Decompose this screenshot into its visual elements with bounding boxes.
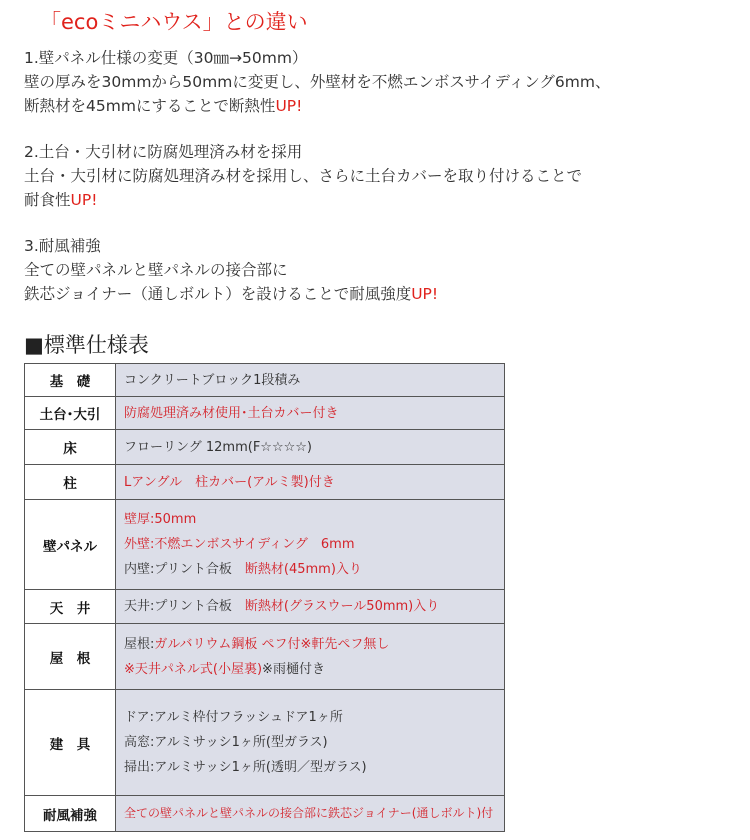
row-label: 屋 根 bbox=[25, 624, 116, 690]
row-label: 建 具 bbox=[25, 690, 116, 796]
value-text-red: 断熱材(45mm)入り bbox=[244, 562, 362, 577]
value-line bbox=[124, 594, 496, 619]
section-body-line: 全ての壁パネルと壁パネルの接合部に bbox=[24, 261, 288, 279]
row-label: 土台･大引 bbox=[25, 397, 116, 430]
value-line: 高窓:アルミサッシ1ヶ所(型ガラス) bbox=[124, 735, 328, 750]
section-body-text: 鉄芯ジョイナー（通しボルト）を設けることで耐風強度 bbox=[24, 285, 412, 303]
value-line: フローリング 12mm(F☆☆☆☆) bbox=[124, 439, 312, 455]
section-wind bbox=[24, 234, 740, 306]
row-label: 壁パネル bbox=[25, 500, 116, 590]
section-sill bbox=[24, 140, 740, 212]
section-title: 1.壁パネル仕様の変更（30㎜→50mm） bbox=[24, 49, 308, 67]
up-emphasis: UP! bbox=[70, 191, 98, 209]
table-row bbox=[25, 430, 505, 465]
value-text-red: 断熱材(グラスウール50mm)入り bbox=[244, 599, 440, 614]
value-text: 屋根: bbox=[124, 636, 155, 652]
value-line bbox=[124, 557, 496, 582]
value-line: 外壁:不燃エンボスサイディング 6mm bbox=[124, 537, 355, 552]
value-line: 壁厚:50mm bbox=[124, 512, 197, 527]
section-body-text: 耐食性 bbox=[24, 191, 71, 209]
section-body-line bbox=[24, 94, 740, 118]
up-emphasis: UP! bbox=[275, 97, 303, 115]
section-body-line bbox=[24, 282, 740, 306]
row-label: 基 礎 bbox=[25, 364, 116, 397]
section-wall-panel bbox=[24, 46, 740, 118]
table-row bbox=[25, 624, 505, 690]
table-row bbox=[25, 465, 505, 500]
row-label: 耐風補強 bbox=[25, 796, 116, 832]
row-label: 床 bbox=[25, 430, 116, 465]
value-line: ドア:アルミ枠付フラッシュドア1ヶ所 bbox=[124, 710, 343, 725]
table-row bbox=[25, 397, 505, 430]
row-value bbox=[116, 500, 505, 590]
value-line: Lアングル 柱カバー(アルミ製)付き bbox=[124, 474, 335, 490]
spec-table-title: ■標準仕様表 bbox=[24, 333, 149, 357]
value-text: ※雨樋付き bbox=[262, 661, 325, 677]
table-row bbox=[25, 590, 505, 624]
value-text: 天井:プリント合板 bbox=[124, 599, 245, 614]
value-line: 全ての壁パネルと壁パネルの接合部に鉄芯ジョイナー(通しボルト)付 bbox=[124, 806, 494, 820]
row-value bbox=[116, 624, 505, 690]
table-row bbox=[25, 690, 505, 796]
row-value bbox=[116, 397, 505, 430]
row-value bbox=[116, 590, 505, 624]
value-line bbox=[124, 632, 496, 657]
up-emphasis: UP! bbox=[411, 285, 439, 303]
value-text: 内壁:プリント合板 bbox=[124, 562, 245, 577]
value-line: コンクリートブロック1段積み bbox=[124, 372, 301, 388]
row-value bbox=[116, 364, 505, 397]
value-text-red: ※天井パネル式(小屋裏) bbox=[124, 661, 263, 677]
section-body-line: 壁の厚みを30mmから50mmに変更し、外壁材を不燃エンボスサイディング6mm、 bbox=[24, 73, 611, 91]
row-value bbox=[116, 430, 505, 465]
section-body-line bbox=[24, 188, 740, 212]
row-value bbox=[116, 796, 505, 832]
table-row bbox=[25, 364, 505, 397]
row-value bbox=[116, 690, 505, 796]
value-line: 防腐処理済み材使用･土台カバー付き bbox=[124, 405, 339, 421]
table-row bbox=[25, 500, 505, 590]
section-body-line: 土台・大引材に防腐処理済み材を採用し、さらに土台カバーを取り付けることで bbox=[24, 167, 583, 185]
value-line: 掃出:アルミサッシ1ヶ所(透明／型ガラス) bbox=[124, 760, 367, 775]
row-label: 柱 bbox=[25, 465, 116, 500]
row-label: 天 井 bbox=[25, 590, 116, 624]
value-text-red: ガルバリウム鋼板 ペフ付※軒先ペフ無し bbox=[154, 636, 390, 652]
page-heading: 「ecoミニハウス」との違い bbox=[40, 10, 308, 34]
row-value bbox=[116, 465, 505, 500]
section-title: 2.土台・大引材に防腐処理済み材を採用 bbox=[24, 143, 303, 161]
spec-table bbox=[24, 363, 505, 832]
section-title: 3.耐風補強 bbox=[24, 237, 101, 255]
table-row bbox=[25, 796, 505, 832]
section-body-text: 断熱材を45mmにすることで断熱性 bbox=[24, 97, 276, 115]
intro-sections bbox=[24, 46, 740, 328]
value-line bbox=[124, 657, 496, 682]
